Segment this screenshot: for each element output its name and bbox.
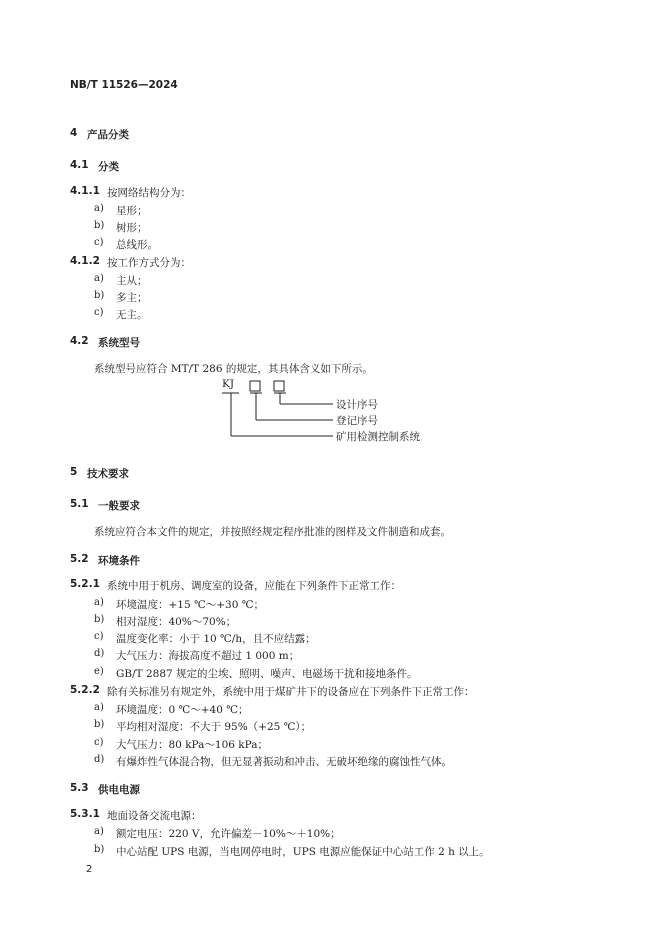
list-item-label: b) xyxy=(94,719,105,730)
design-number-label: 设计序号 xyxy=(336,399,378,411)
section-4-1-number: 4.1 xyxy=(70,159,89,171)
section-5-2-number: 5.2 xyxy=(70,553,89,565)
list-item-label: b) xyxy=(94,614,105,625)
section-4-2-paragraph: 系统型号应符合 MT/T 286 的规定，其具体含义如下所示。 xyxy=(94,363,373,375)
list-item-label: a) xyxy=(94,597,104,608)
list-item-text: 温度变化率：小于 10 ℃/h，且不应结露； xyxy=(116,633,316,645)
clause-5-3-1-text: 地面设备交流电源： xyxy=(107,810,202,822)
system-category-label: 矿用检测控制系统 xyxy=(336,431,420,443)
list-item-label: a) xyxy=(94,826,104,837)
model-prefix: KJ xyxy=(222,378,235,390)
list-item-text: 总线形。 xyxy=(116,239,158,251)
section-5-2-title: 环境条件 xyxy=(98,555,140,567)
list-item-text: 大气压力：80 kPa～106 kPa； xyxy=(116,739,269,751)
list-item-label: c) xyxy=(94,737,104,748)
list-item-text: 主从； xyxy=(116,275,148,287)
list-item-text: 环境温度：+15 ℃～+30 ℃； xyxy=(116,599,264,611)
clause-4-1-1-number: 4.1.1 xyxy=(70,185,100,197)
section-4-title: 产品分类 xyxy=(87,129,129,141)
clause-4-1-1-text: 按网络结构分为： xyxy=(107,187,191,199)
section-5-3-title: 供电电源 xyxy=(98,784,140,796)
section-5-title: 技术要求 xyxy=(87,468,129,480)
list-item-text: 环境温度：0 ℃～+40 ℃； xyxy=(116,704,249,716)
design-number-box xyxy=(274,381,284,391)
registration-number-box xyxy=(250,381,260,391)
list-item-text: 有爆炸性气体混合物，但无显著振动和冲击、无破坏绝缘的腐蚀性气体。 xyxy=(116,756,452,768)
section-4-2-title: 系统型号 xyxy=(98,337,140,349)
list-item-label: c) xyxy=(94,631,104,642)
list-item-text: 额定电压：220 V，允许偏差－10%～＋10%； xyxy=(116,828,341,840)
list-item-label: b) xyxy=(94,220,105,231)
list-item-text: 大气压力：海拔高度不超过 1 000 m； xyxy=(116,650,300,662)
section-5-1-title: 一般要求 xyxy=(98,500,140,512)
section-5-1-paragraph: 系统应符合本文件的规定，并按照经规定程序批准的图样及文件制造和成套。 xyxy=(94,526,451,538)
section-5-number: 5 xyxy=(70,466,78,478)
list-item-label: d) xyxy=(94,754,105,765)
standard-code: NB/T 11526—2024 xyxy=(70,79,178,91)
list-item-label: a) xyxy=(94,702,104,713)
section-4-1-title: 分类 xyxy=(98,161,119,173)
list-item-label: b) xyxy=(94,844,105,855)
list-item-text: 相对湿度：40%～70%； xyxy=(116,616,237,628)
list-item-label: a) xyxy=(94,203,104,214)
section-4-2-number: 4.2 xyxy=(70,335,89,347)
list-item-label: e) xyxy=(94,666,104,677)
list-item-text: 中心站配 UPS 电源，当电网停电时，UPS 电源应能保证中心站工作 2 h 以上。 xyxy=(116,846,490,858)
list-item-label: c) xyxy=(94,307,104,318)
clause-4-1-2-number: 4.1.2 xyxy=(70,255,100,267)
clause-5-2-2-number: 5.2.2 xyxy=(70,684,100,696)
page-number: 2 xyxy=(86,864,93,875)
list-item-label: d) xyxy=(94,648,105,659)
clause-5-2-1-text: 系统中用于机房、调度室的设备，应能在下列条件下正常工作： xyxy=(107,580,401,592)
clause-5-3-1-number: 5.3.1 xyxy=(70,808,100,820)
list-item-label: c) xyxy=(94,237,104,248)
list-item-label: a) xyxy=(94,273,104,284)
list-item-text: 平均相对湿度：不大于 95%（+25 ℃）； xyxy=(116,721,312,733)
clause-5-2-1-number: 5.2.1 xyxy=(70,578,100,590)
clause-5-2-2-text: 除有关标准另有规定外，系统中用于煤矿井下的设备应在下列条件下正常工作： xyxy=(107,686,475,698)
list-item-label: b) xyxy=(94,290,105,301)
section-4-number: 4 xyxy=(70,127,78,139)
list-item-text: 星形； xyxy=(116,205,148,217)
section-5-3-number: 5.3 xyxy=(70,782,89,794)
clause-4-1-2-text: 按工作方式分为： xyxy=(107,257,191,269)
list-item-text: 多主； xyxy=(116,292,148,304)
list-item-text: GB/T 2887 规定的尘埃、照明、噪声、电磁场干扰和接地条件。 xyxy=(116,668,418,680)
list-item-text: 无主。 xyxy=(116,309,148,321)
section-5-1-number: 5.1 xyxy=(70,498,89,510)
registration-number-label: 登记序号 xyxy=(336,415,378,427)
list-item-text: 树形； xyxy=(116,222,148,234)
